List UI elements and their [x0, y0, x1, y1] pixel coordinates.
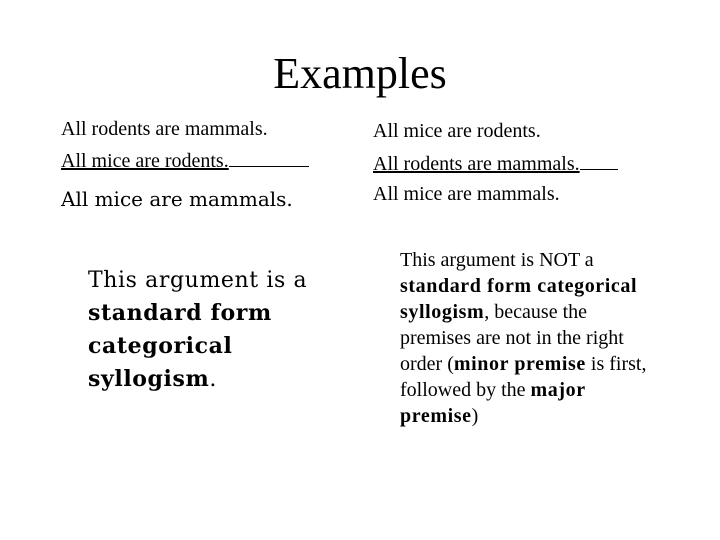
right-premise-2: All rodents are mammals. [373, 153, 580, 175]
right-note-bold1: standard form categorical syllogism [400, 275, 638, 323]
right-note-part4: ) [471, 405, 479, 427]
right-divider-line [580, 151, 618, 170]
right-note-part1: This argument is NOT a [400, 249, 594, 271]
left-premise-2: All mice are rodents. [61, 150, 229, 172]
right-note [400, 247, 660, 429]
right-note-bold2: minor premise [453, 353, 586, 375]
left-note-bold: standard form categorical syllogism [88, 300, 272, 392]
right-premise-1: All mice are rodents. [373, 120, 541, 142]
right-note-part2: , because the premises are not in the right order ( [400, 301, 624, 375]
slide-title: Examples [273, 49, 447, 98]
left-premise-2-row [61, 148, 309, 173]
right-note-bold3: major premise [400, 379, 586, 427]
left-note-prefix: This argument is a [88, 268, 308, 293]
left-note-suffix: . [209, 367, 217, 392]
left-premise-1: All rodents are mammals. [61, 118, 268, 140]
right-conclusion: All mice are mammals. [373, 183, 560, 205]
right-premise-2-row [373, 151, 618, 176]
left-note [88, 265, 358, 396]
left-divider-line [229, 148, 309, 167]
left-conclusion: All mice are mammals. [61, 187, 293, 211]
right-note-part3: is first, followed by the [400, 353, 647, 401]
